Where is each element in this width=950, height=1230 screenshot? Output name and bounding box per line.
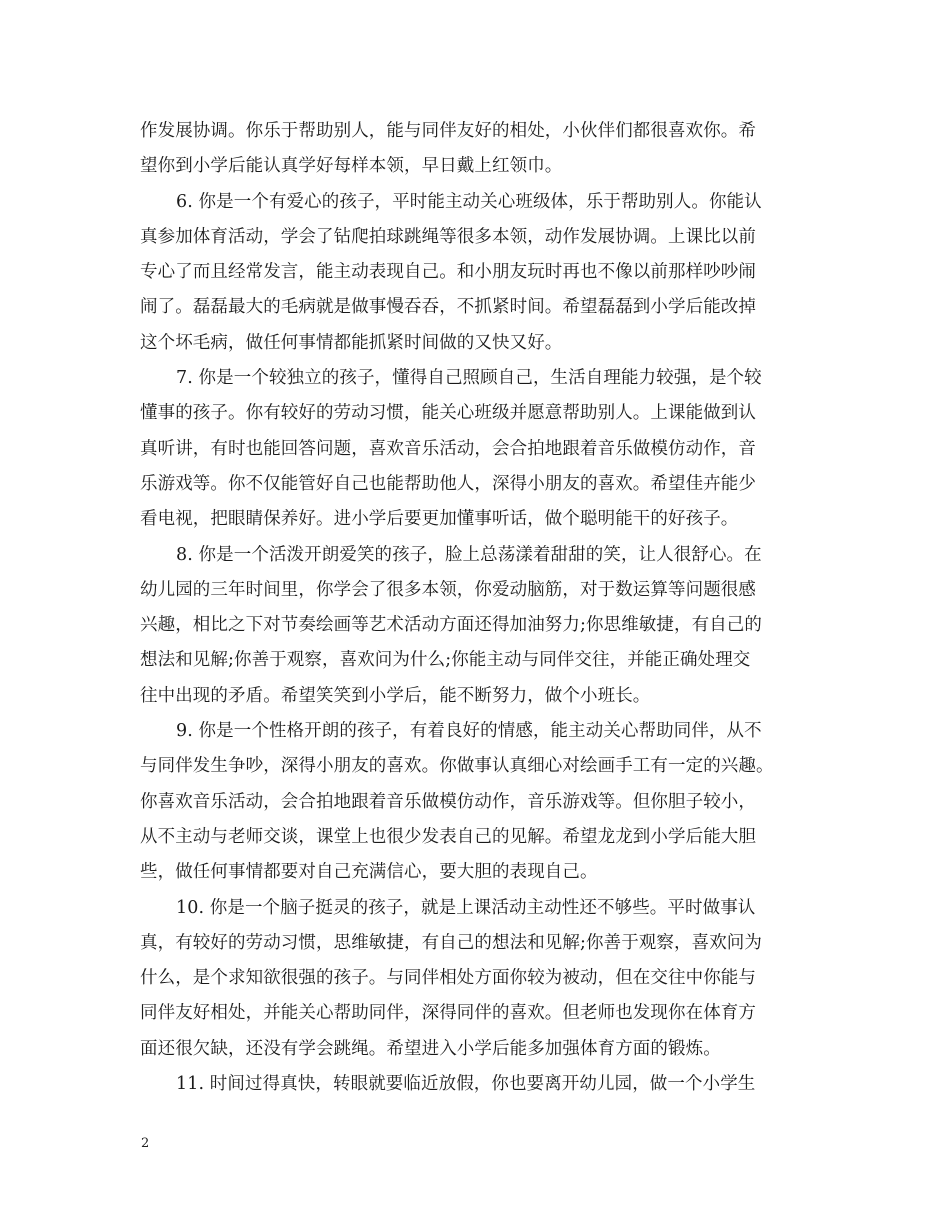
text-line: 望你到小学后能认真学好每样本领，早日戴上红领巾。 (140, 156, 563, 177)
text-line: 这个坏毛病，做任何事情都能抓紧时间做的又快又好。 (140, 332, 563, 353)
text-line: 从不主动与老师交谈，课堂上也很少发表自己的见解。希望龙龙到小学后能大胆 (140, 826, 756, 847)
text-line: 真参加体育活动，学会了钻爬拍球跳绳等很多本领，动作发展协调。上课比以前 (140, 226, 756, 247)
text-line: 懂事的孩子。你有较好的劳动习惯，能关心班级并愿意帮助别人。上课能做到认 (140, 403, 756, 424)
text-line: 真听讲，有时也能回答问题，喜欢音乐活动，会合拍地跟着音乐做模仿动作，音 (140, 438, 756, 459)
text-line: 幼儿园的三年时间里，你学会了很多本领，你爱动脑筋，对于数运算等问题很感 (140, 579, 756, 600)
page-number: 2 (141, 1136, 150, 1151)
text-line: 同伴友好相处，并能关心帮助同伴，深得同伴的喜欢。但老师也发现你在体育方 (140, 1003, 756, 1024)
text-line: 想法和见解;你善于观察，喜欢问为什么;你能主动与同伴交往，并能正确处理交 (140, 650, 751, 671)
paragraph-6-start: 6. 你是一个有爱心的孩子，平时能主动关心班级体，乐于帮助别人。你能认 (176, 191, 762, 212)
text-line: 乐游戏等。你不仅能管好自己也能帮助他人，深得小朋友的喜欢。希望佳卉能少 (140, 473, 756, 494)
text-line: 专心了而且经常发言，能主动表现自己。和小朋友玩时再也不像以前那样吵吵闹 (140, 262, 756, 283)
document-body (140, 114, 812, 1102)
text-line: 看电视，把眼睛保养好。进小学后要更加懂事听话，做个聪明能干的好孩子。 (140, 509, 739, 530)
text-line: 什么，是个求知欲很强的孩子。与同伴相处方面你较为被动，但在交往中你能与 (140, 968, 756, 989)
paragraph-7-start: 7. 你是一个较独立的孩子，懂得自己照顾自己，生活自理能力较强，是个较 (176, 368, 762, 389)
text-line: 作发展协调。你乐于帮助别人，能与同伴友好的相处，小伙伴们都很喜欢你。希 (140, 121, 756, 141)
text-line: 兴趣，相比之下对节奏绘画等艺术活动方面还得加油努力;你思维敏捷，有自己的 (140, 615, 762, 636)
text-line: 往中出现的矛盾。希望笑笑到小学后，能不断努力，做个小班长。 (140, 685, 651, 706)
text-line: 些，做任何事情都要对自己充满信心，要大胆的表现自己。 (140, 862, 598, 883)
paragraph-9-start: 9. 你是一个性格开朗的孩子，有着良好的情感，能主动关心帮助同伴，从不 (176, 721, 762, 742)
text-line: 与同伴发生争吵，深得小朋友的喜欢。你做事认真细心对绘画手工有一定的兴趣。 (140, 756, 774, 777)
paragraph-8-start: 8. 你是一个活泼开朗爱笑的孩子，脸上总荡漾着甜甜的笑，让人很舒心。在 (176, 544, 762, 565)
text-line: 面还很欠缺，还没有学会跳绳。希望进入小学后能多加强体育方面的锻炼。 (140, 1038, 721, 1059)
paragraph-11-start: 11. 时间过得真快，转眼就要临近放假，你也要离开幼儿园，做一个小学生 (176, 1074, 756, 1095)
text-line: 真，有较好的劳动习惯，思维敏捷，有自己的想法和见解;你善于观察，喜欢问为 (140, 932, 762, 953)
text-line: 闹了。磊磊最大的毛病就是做事慢吞吞，不抓紧时间。希望磊磊到小学后能改掉 (140, 297, 756, 318)
text-line: 你喜欢音乐活动，会合拍地跟着音乐做模仿动作，音乐游戏等。但你胆子较小， (140, 791, 756, 812)
paragraph-10-start: 10. 你是一个脑子挺灵的孩子，就是上课活动主动性还不够些。平时做事认 (176, 897, 756, 918)
